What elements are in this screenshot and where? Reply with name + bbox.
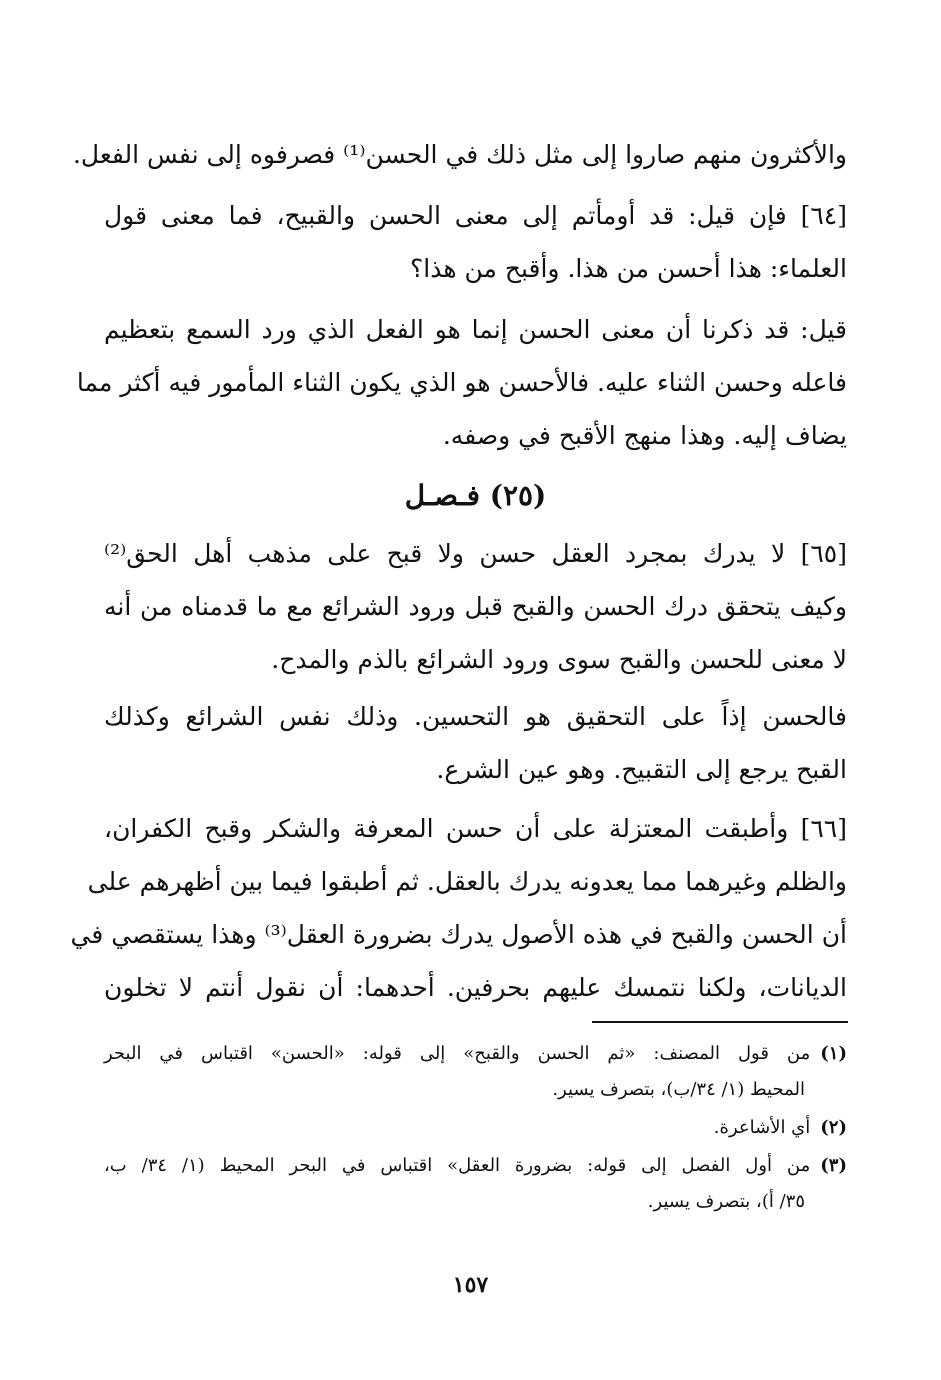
paragraph-line: وكيف يتحقق درك الحسن والقبح قبل ورود الشرائع مع ما قدمناه من أنه <box>104 592 847 621</box>
footnote-line: المحيط (١/ ٣٤/ب)، بتصرف يسير. <box>552 1079 805 1100</box>
footnote-number: (٣) <box>820 1155 847 1176</box>
page-number: ١٥٧ <box>452 1272 489 1298</box>
paragraph-line: يضاف إليه. وهذا منهج الأقبح في وصفه. <box>442 421 847 450</box>
footnote-line <box>104 1036 847 1072</box>
footnote-3 <box>104 1148 847 1220</box>
paragraph-line: قيل: قد ذكرنا أن معنى الحسن إنما هو الفعل الذي ورد السمع بتعظيم <box>104 315 847 344</box>
paragraph-line: الديانات، ولكنا نتمسك عليهم بحرفين. أحدهما: أن نقول أنتم لا تخلون <box>104 973 847 1002</box>
footnote-text: من قول المصنف: «ثم الحسن والقبح» إلى قوله: «الحسن» اقتباس في البحر <box>104 1043 811 1064</box>
footnote-separator <box>592 1021 848 1023</box>
footnote-line <box>104 1148 847 1184</box>
section-heading: (٢٥) فـصـل <box>404 479 547 512</box>
paragraph-line: [٦٥] لا يدرك بمجرد العقل حسن ولا قبح على مذهب أهل الحق⁽²⁾ <box>104 539 847 568</box>
paragraph-1 <box>72 128 847 181</box>
footnote-number: (١) <box>820 1043 847 1064</box>
paragraph-line: [٦٦] وأطبقت المعتزلة على أن حسن المعرفة والشكر وقبح الكفران، <box>104 814 847 843</box>
paragraph-line: لا معنى للحسن والقبح سوى ورود الشرائع بالذم والمدح. <box>271 645 847 674</box>
paragraph-line: والأكثرون منهم صاروا إلى مثل ذلك في الحسن⁽¹⁾ فصرفوه إلى نفس الفعل. <box>72 140 847 169</box>
footnote-text: أي الأشاعرة. <box>713 1117 811 1138</box>
paragraph-line: أن الحسن والقبح في هذه الأصول يدرك بضرورة العقل⁽³⁾ وهذا يستقصي في <box>70 920 847 949</box>
footnote-text: من أول الفصل إلى قوله: بضرورة العقل» اقتباس في البحر المحيط (١/ ٣٤/ ب، <box>104 1155 811 1176</box>
footnote-line <box>104 1110 847 1146</box>
paragraph-line: والظلم وغيرهما مما يعدونه يدرك بالعقل. ثم أطبقوا فيما بين أظهرهم على <box>87 867 847 896</box>
paragraph-line: فاعله وحسن الثناء عليه. فالأحسن هو الذي يكون الثناء المأمور فيه أكثر مما <box>76 368 847 397</box>
footnote-1 <box>104 1036 847 1108</box>
paragraph-line: فالحسن إذاً على التحقيق هو التحسين. وذلك نفس الشرائع وكذلك <box>104 702 847 731</box>
footnote-line: ٣٥/ أ)، بتصرف يسير. <box>647 1191 805 1212</box>
paragraph-2 <box>104 189 847 295</box>
paragraph-6 <box>70 802 847 1014</box>
footnotes <box>104 1036 847 1222</box>
paragraph-5 <box>104 690 847 796</box>
paragraph-4 <box>104 527 847 686</box>
paragraph-line: القبح يرجع إلى التقبيح. وهو عين الشرع. <box>436 755 847 784</box>
paragraph-line: [٦٤] فإن قيل: قد أومأتم إلى معنى الحسن والقبيح، فما معنى قول <box>104 201 847 230</box>
paragraph-line: العلماء: هذا أحسن من هذا. وأقبح من هذا؟ <box>410 254 847 283</box>
footnote-number: (٢) <box>820 1117 847 1138</box>
paragraph-3 <box>76 303 847 462</box>
footnote-2 <box>104 1110 847 1146</box>
